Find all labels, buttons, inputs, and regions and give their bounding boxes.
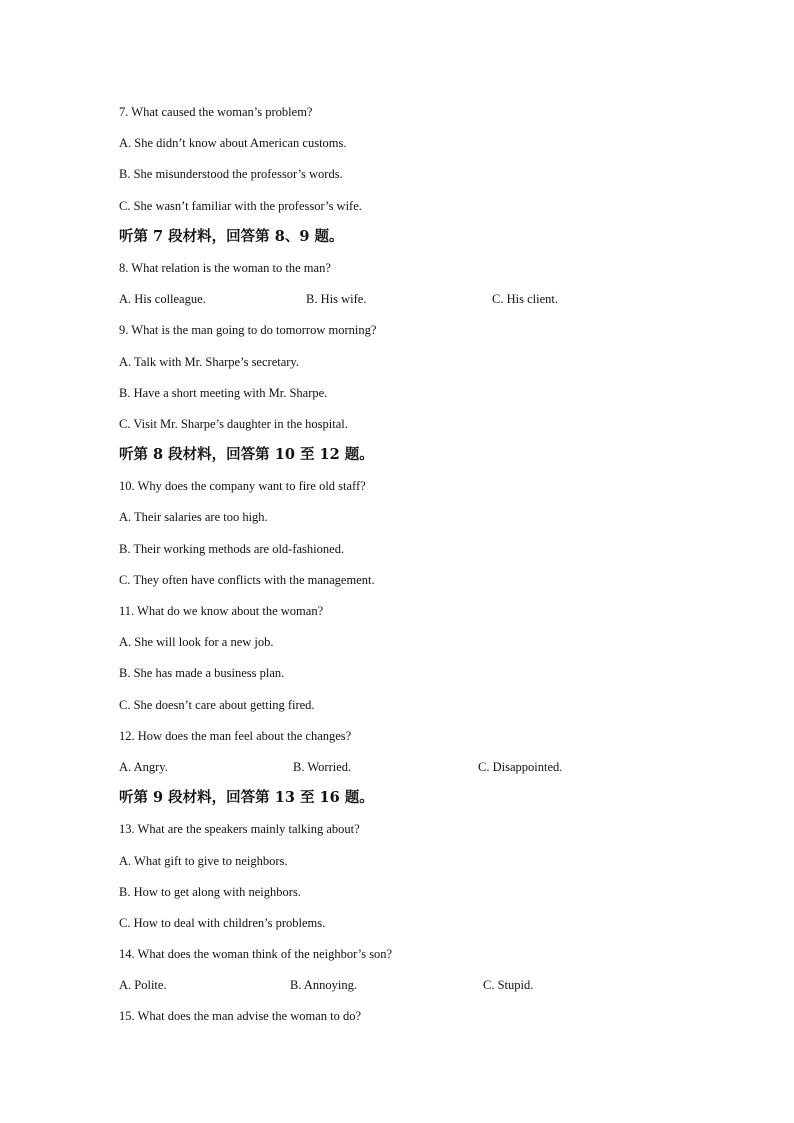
question-11-option-b: B. She has made a business plan.: [119, 666, 285, 681]
section-heading-9: 听第 9 段材料，回答第 13 至 16 题。: [119, 789, 374, 807]
question-12-option-b: B. Worried.: [293, 759, 352, 774]
question-7-option-a: A. She didn’t know about American customs.: [119, 136, 347, 151]
question-14-options: [119, 974, 719, 1005]
question-12-option-c: C. Disappointed.: [478, 759, 563, 774]
question-13-option-b: B. How to get along with neighbors.: [119, 884, 301, 899]
question-14: 14. What does the woman think of the neighbor’s son?: [119, 947, 393, 962]
question-9-option-a: A. Talk with Mr. Sharpe’s secretary.: [119, 354, 299, 369]
question-11: 11. What do we know about the woman?: [119, 604, 324, 618]
question-8: 8. What relation is the woman to the man?: [119, 260, 331, 275]
exam-page: [119, 101, 719, 1037]
question-8-option-c: C. His client.: [492, 292, 558, 307]
question-11-option-a: A. She will look for a new job.: [119, 635, 274, 650]
question-9: 9. What is the man going to do tomorrow morning?: [119, 323, 377, 338]
question-12: 12. How does the man feel about the changes?: [119, 728, 352, 743]
question-10-option-b: B. Their working methods are old-fashioned.: [119, 541, 345, 556]
question-13-option-c: C. How to deal with children’s problems.: [119, 915, 326, 930]
section-heading-8: 听第 8 段材料，回答第 10 至 12 题。: [119, 446, 374, 464]
question-15: 15. What does the man advise the woman to do?: [119, 1009, 362, 1024]
question-7: 7. What caused the woman’s problem?: [119, 105, 313, 119]
question-11-option-c: C. She doesn’t care about getting fired.: [119, 697, 315, 712]
question-8-options: [119, 288, 719, 319]
section-heading-7: 听第 7 段材料，回答第 8、9 题。: [119, 227, 344, 245]
question-10: 10. Why does the company want to fire old staff?: [119, 479, 366, 494]
question-9-option-b: B. Have a short meeting with Mr. Sharpe.: [119, 385, 328, 400]
question-7-option-c: C. She wasn’t familiar with the professor’s wife.: [119, 198, 362, 213]
question-14-option-a: A. Polite.: [119, 978, 167, 993]
question-12-option-a: A. Angry.: [119, 759, 168, 774]
question-14-option-c: C. Stupid.: [483, 978, 534, 993]
question-9-option-c: C. Visit Mr. Sharpe’s daughter in the hospital.: [119, 416, 348, 431]
question-13: 13. What are the speakers mainly talking about?: [119, 822, 360, 837]
question-10-option-c: C. They often have conflicts with the management.: [119, 572, 375, 587]
question-10-option-a: A. Their salaries are too high.: [119, 510, 268, 525]
question-13-option-a: A. What gift to give to neighbors.: [119, 853, 288, 868]
question-8-option-b: B. His wife.: [306, 292, 367, 307]
question-7-option-b: B. She misunderstood the professor’s words.: [119, 167, 343, 182]
question-8-option-a: A. His colleague.: [119, 292, 206, 307]
question-14-option-b: B. Annoying.: [290, 978, 358, 993]
question-12-options: [119, 756, 719, 787]
